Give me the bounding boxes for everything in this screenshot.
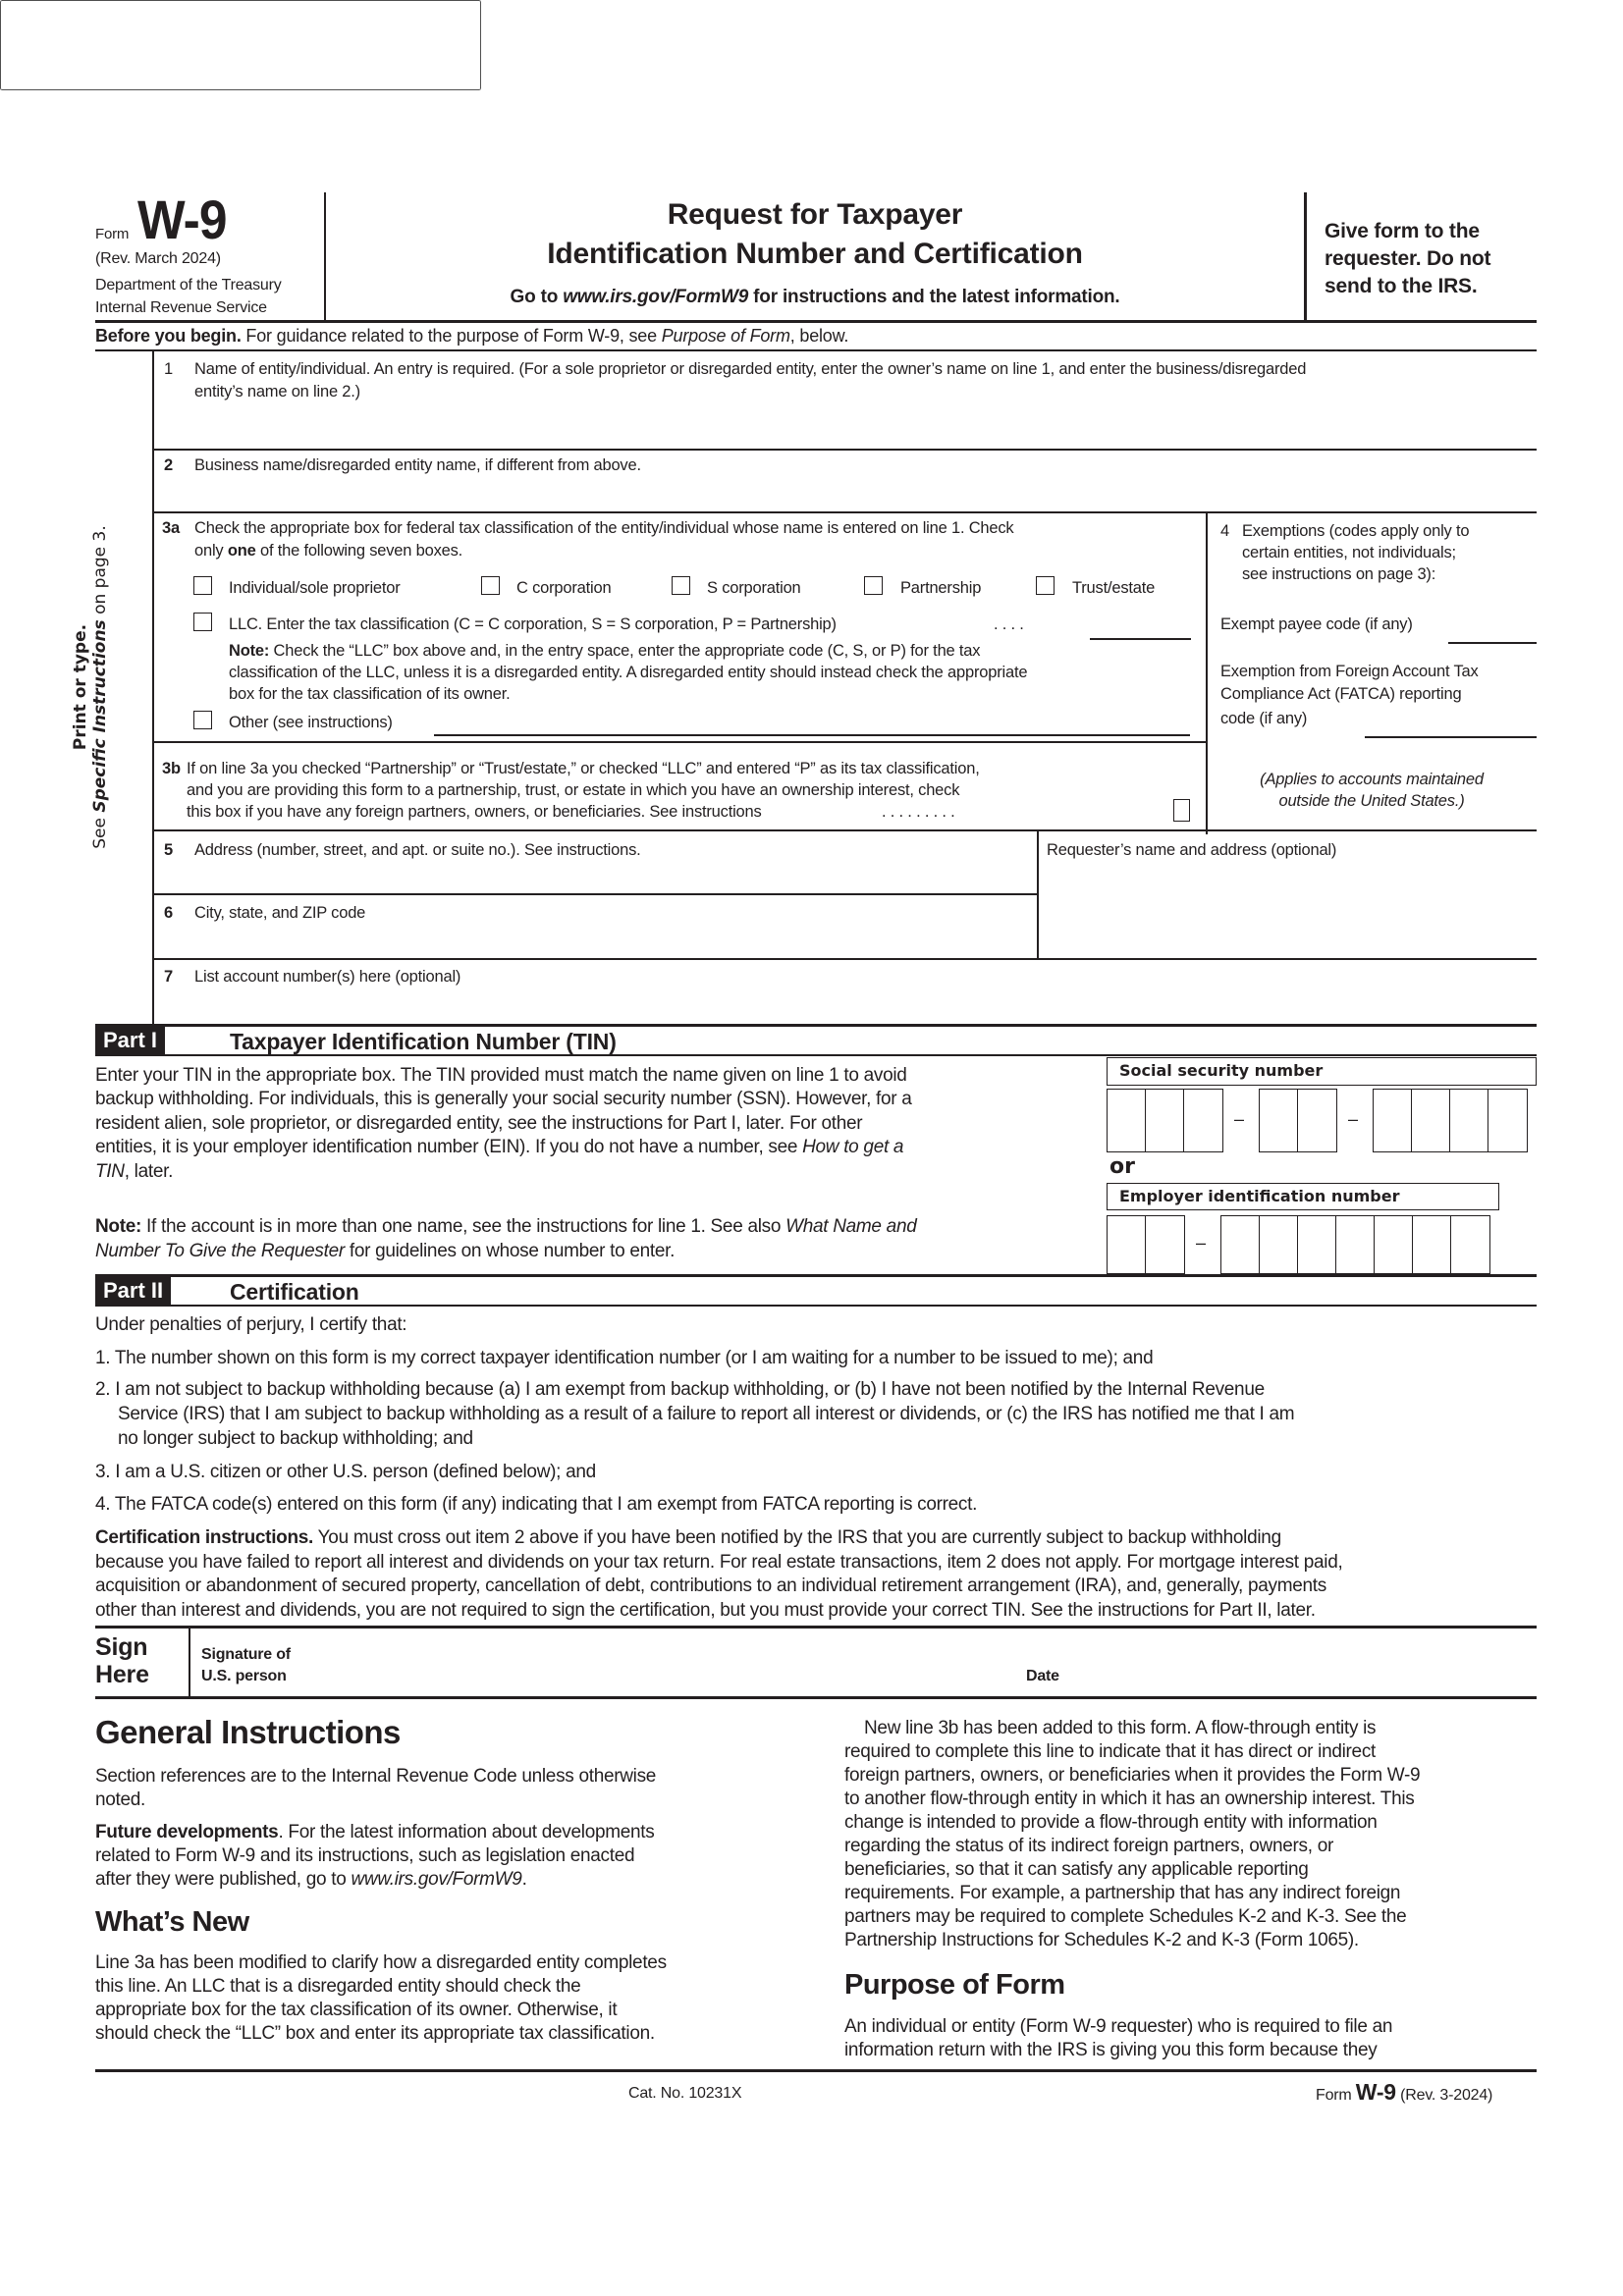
other-classification-input[interactable] [434, 711, 1190, 734]
cert-instructions-1: Certification instructions. You must cross out item 2 above if you have been notified by the IRS that you are currently subject to backup withholding [95, 1527, 1281, 1548]
ssn-digit[interactable] [1107, 1089, 1147, 1152]
footer-form-id: Form W-9 (Rev. 3-2024) [1316, 2079, 1493, 2105]
line6-number: 6 [164, 904, 173, 922]
llc-dot-leader: . . . . [994, 615, 1024, 633]
line5-number: 5 [164, 841, 173, 859]
date-label: Date [1026, 1668, 1059, 1684]
goto-instructions: Go to www.irs.gov/FormW9 for instructions and the latest information. [510, 287, 1120, 307]
line2-number: 2 [164, 456, 173, 474]
give-form-note-2: requester. Do not [1325, 247, 1491, 270]
cert-item-3: 3. I am a U.S. citizen or other U.S. person (defined below); and [95, 1462, 596, 1482]
irs-link[interactable]: www.irs.gov/FormW9 [563, 287, 749, 307]
part2-tag: Part II [95, 1277, 171, 1305]
part1-text-5: TIN, later. [95, 1161, 174, 1182]
whats-new-2: this line. An LLC that is a disregarded entity should check the [95, 1976, 581, 1997]
applies-note-1: (Applies to accounts maintained [1260, 771, 1484, 788]
whats-new-4: should check the “LLC” box and enter its appropriate tax classification. [95, 2023, 655, 2044]
part1-title: Taxpayer Identification Number (TIN) [230, 1029, 617, 1054]
general-instructions-heading: General Instructions [95, 1714, 401, 1750]
line3b-dot-leader: . . . . . . . . . [882, 803, 955, 821]
exempt-payee-label: Exempt payee code (if any) [1220, 615, 1413, 633]
ssn-digit[interactable] [1259, 1089, 1299, 1152]
llc-note-3: box for the tax classification of its owner. [229, 685, 511, 703]
line4-label-3: see instructions on page 3): [1242, 565, 1436, 583]
line4-label-2: certain entities, not individuals; [1242, 544, 1456, 561]
ssn-separator: – [1348, 1108, 1359, 1129]
checkbox-trust-estate[interactable] [1036, 576, 1055, 595]
checkbox-s-corporation[interactable] [672, 576, 690, 595]
future-dev-1: Future developments. For the latest information about developments [95, 1822, 655, 1842]
line3b-number: 3b [162, 760, 181, 777]
side-label: Print or type. See Specific Instructions on page 3. [71, 525, 110, 849]
business-name-input[interactable] [194, 479, 1520, 508]
cert-instructions-3: acquisition or abandonment of secured property, cancellation of debt, contributions to an individual retirement arrangement (IRA), and, generally, payments [95, 1575, 1326, 1596]
cert-intro: Under penalties of perjury, I certify that: [95, 1314, 407, 1335]
sign-label: Sign [95, 1633, 148, 1661]
section-refs-1: Section references are to the Internal Revenue Code unless otherwise [95, 1766, 657, 1787]
irs-link-2[interactable]: www.irs.gov/FormW9 [351, 1869, 522, 1890]
whats-new-heading: What’s New [95, 1906, 249, 1938]
right-col-1: New line 3b has been added to this form. A flow-through entity is [864, 1718, 1377, 1738]
right-col-10: Partnership Instructions for Schedules K-2 and K-3 (Form 1065). [844, 1930, 1359, 1950]
llc-note-1: Note: Check the “LLC” box above and, in the entry space, enter the appropriate code (C, S, or P) for the tax [229, 642, 981, 660]
cert-item-2: 2. I am not subject to backup withholding because (a) I am exempt from backup withholding, or (b) I have not been notified by the Internal Revenue [95, 1379, 1265, 1400]
signature-input[interactable] [324, 1641, 1011, 1688]
form-number: W-9 [137, 188, 227, 250]
line6-label: City, state, and ZIP code [194, 904, 366, 922]
line4-label-1: Exemptions (codes apply only to [1242, 522, 1470, 540]
part1-text-2: backup withholding. For individuals, this is generally your social security number (SSN). However, for a [95, 1089, 912, 1109]
ein-digit[interactable] [1107, 1215, 1147, 1274]
ein-digit[interactable] [1374, 1215, 1414, 1274]
whats-new-3: appropriate box for the tax classification of its owner. Otherwise, it [95, 2000, 618, 2020]
give-form-note-3: send to the IRS. [1325, 275, 1478, 297]
fatca-label-1: Exemption from Foreign Account Tax [1220, 663, 1479, 680]
right-col-4: to another flow-through entity in which it has an ownership interest. This [844, 1789, 1415, 1809]
line5-label: Address (number, street, and apt. or suite no.). See instructions. [194, 841, 641, 859]
ein-digit[interactable] [1450, 1215, 1490, 1274]
ein-digit[interactable] [1145, 1215, 1185, 1274]
fatca-label-2: Compliance Act (FATCA) reporting [1220, 685, 1462, 703]
give-form-note-1: Give form to the [1325, 220, 1480, 242]
account-numbers-input[interactable] [194, 989, 1520, 1019]
requester-input[interactable] [0, 0, 481, 90]
ssn-digit[interactable] [1297, 1089, 1337, 1152]
line3a-number: 3a [162, 519, 180, 537]
here-label: Here [95, 1661, 149, 1688]
whats-new-1: Line 3a has been modified to clarify how a disregarded entity completes [95, 1952, 667, 1973]
address-input[interactable] [194, 864, 1024, 891]
section-refs-2: noted. [95, 1789, 146, 1810]
future-dev-3: after they were published, go to www.irs.gov/FormW9. [95, 1869, 527, 1890]
line7-label: List account number(s) here (optional) [194, 968, 461, 986]
ein-digit[interactable] [1412, 1215, 1452, 1274]
right-col-2: required to complete this line to indicate that it has direct or indirect [844, 1741, 1377, 1762]
ein-digit[interactable] [1297, 1215, 1337, 1274]
line4-number: 4 [1220, 522, 1229, 540]
part1-note-1: Note: If the account is in more than one name, see the instructions for line 1. See also What Name and [95, 1216, 917, 1237]
line7-number: 7 [164, 968, 173, 986]
right-col-8: requirements. For example, a partnership that has any indirect foreign [844, 1883, 1401, 1903]
label-individual: Individual/sole proprietor [229, 579, 401, 597]
label-partnership: Partnership [900, 579, 982, 597]
checkbox-individual[interactable] [193, 576, 212, 595]
ein-digit[interactable] [1259, 1215, 1299, 1274]
checkbox-c-corporation[interactable] [481, 576, 500, 595]
cert-instructions-2: because you have failed to report all interest and dividends on your tax return. For real estate transactions, item 2 does not apply. For mortgage interest paid, [95, 1552, 1343, 1573]
right-col-9: partners may be required to complete Schedules K-2 and K-3. See the [844, 1906, 1407, 1927]
department: Department of the Treasury [95, 277, 282, 294]
form-title-line2: Identification Number and Certification [547, 238, 1083, 270]
llc-classification-input[interactable] [1090, 613, 1191, 636]
line1-number: 1 [164, 360, 173, 378]
label-s-corporation: S corporation [707, 579, 801, 597]
label-trust-estate: Trust/estate [1072, 579, 1156, 597]
label-other: Other (see instructions) [229, 714, 393, 731]
signature-label-2: U.S. person [201, 1668, 287, 1684]
ssn-digit[interactable] [1411, 1089, 1451, 1152]
requester-label: Requester’s name and address (optional) [1047, 841, 1337, 859]
ein-digit[interactable] [1335, 1215, 1376, 1274]
cert-item-4: 4. The FATCA code(s) entered on this form (if any) indicating that I am exempt from FATCA reporting is correct. [95, 1494, 978, 1515]
line3b-label-1: If on line 3a you checked “Partnership” or “Trust/estate,” or checked “LLC” and entered “P” as its tax classification, [187, 760, 980, 777]
checkbox-foreign-partners[interactable] [1173, 799, 1190, 822]
city-state-zip-input[interactable] [194, 927, 1024, 954]
revision-date: (Rev. March 2024) [95, 250, 221, 267]
date-input[interactable] [1075, 1659, 1527, 1688]
exempt-payee-input[interactable] [1448, 618, 1537, 640]
line2-label: Business name/disregarded entity name, if different from above. [194, 456, 641, 474]
ssn-digit[interactable] [1145, 1089, 1185, 1152]
part1-text-1: Enter your TIN in the appropriate box. The TIN provided must match the name given on line 1 to avoid [95, 1065, 907, 1086]
catalog-number: Cat. No. 10231X [628, 2085, 742, 2102]
purpose-2: information return with the IRS is giving you this form because they [844, 2040, 1378, 2060]
future-dev-2: related to Form W-9 and its instructions, such as legislation enacted [95, 1845, 635, 1866]
applies-note-2: outside the United States.) [1278, 792, 1465, 810]
fatca-label-3: code (if any) [1220, 710, 1308, 727]
ein-separator: – [1196, 1233, 1207, 1253]
service: Internal Revenue Service [95, 299, 267, 316]
before-you-begin: Before you begin. For guidance related to the purpose of Form W-9, see Purpose of Form, below. [95, 326, 849, 346]
ssn-digit[interactable] [1183, 1089, 1223, 1152]
part1-text-3: resident alien, sole proprietor, or disregarded entity, see the instructions for Part I, later. For other [95, 1113, 863, 1134]
name-input[interactable] [194, 412, 1520, 444]
right-col-7: beneficiaries, so that it can satisfy any applicable reporting [844, 1859, 1309, 1880]
line1-label-cont: entity’s name on line 2.) [194, 383, 360, 400]
checkbox-other[interactable] [193, 711, 212, 729]
form-title-line1: Request for Taxpayer [667, 198, 963, 231]
part2-title: Certification [230, 1279, 359, 1305]
label-llc: LLC. Enter the tax classification (C = C corporation, S = S corporation, P = Partnership) [229, 615, 837, 633]
label-c-corporation: C corporation [516, 579, 612, 597]
ssn-digit[interactable] [1488, 1089, 1528, 1152]
cert-item-1: 1. The number shown on this form is my correct taxpayer identification number (or I am waiting for a number to be issued to me); and [95, 1348, 1154, 1368]
llc-note-2: classification of the LLC, unless it is a disregarded entity. A disregarded entity should instead check the appropriate [229, 664, 1028, 681]
line3a-label: Check the appropriate box for federal tax classification of the entity/individual whose name is entered on line 1. Check [194, 519, 1014, 537]
part1-note-2: Number To Give the Requester for guidelines on whose number to enter. [95, 1241, 676, 1261]
ssn-digit[interactable] [1449, 1089, 1489, 1152]
purpose-heading: Purpose of Form [844, 1969, 1065, 2001]
ssn-label-box: Social security number [1107, 1057, 1537, 1086]
fatca-code-input[interactable] [1365, 713, 1537, 734]
cert-item-2-cont: Service (IRS) that I am subject to backup withholding as a result of a failure to report all interest or dividends, or (c) the IRS has notified me that I am [118, 1404, 1295, 1424]
ein-label-box: Employer identification number [1107, 1183, 1499, 1210]
part1-text-4: entities, it is your employer identification number (EIN). If you do not have a number, see How to get a [95, 1137, 904, 1157]
line1-label: Name of entity/individual. An entry is required. (For a sole proprietor or disregarded entity, enter the owner’s name on line 1, and enter the business/disregarded [194, 360, 1307, 378]
purpose-1: An individual or entity (Form W-9 requester) who is required to file an [844, 2016, 1393, 2037]
or-label: or [1109, 1154, 1135, 1179]
checkbox-partnership[interactable] [864, 576, 883, 595]
ein-digit[interactable] [1220, 1215, 1261, 1274]
cert-item-2-end: no longer subject to backup withholding; and [118, 1428, 473, 1449]
cert-instructions-4: other than interest and dividends, you are not required to sign the certification, but you must provide your correct TIN. See the instructions for Part II, later. [95, 1600, 1316, 1621]
right-col-6: regarding the status of its indirect foreign partners, owners, or [844, 1836, 1333, 1856]
signature-label-1: Signature of [201, 1646, 291, 1663]
line3b-label-2: and you are providing this form to a partnership, trust, or estate in which you have an ownership interest, check [187, 781, 960, 799]
form-label: Form [95, 226, 130, 242]
right-col-3: foreign partners, owners, or beneficiaries when it provides the Form W-9 [844, 1765, 1421, 1786]
ssn-separator: – [1234, 1108, 1245, 1129]
line3b-label-3: this box if you have any foreign partners, owners, or beneficiaries. See instructions [187, 803, 762, 821]
part1-tag: Part I [95, 1027, 165, 1054]
line3a-label-cont: only one of the following seven boxes. [194, 542, 463, 560]
right-col-5: change is intended to provide a flow-through entity with information [844, 1812, 1378, 1833]
ssn-digit[interactable] [1373, 1089, 1413, 1152]
checkbox-llc[interactable] [193, 613, 212, 631]
